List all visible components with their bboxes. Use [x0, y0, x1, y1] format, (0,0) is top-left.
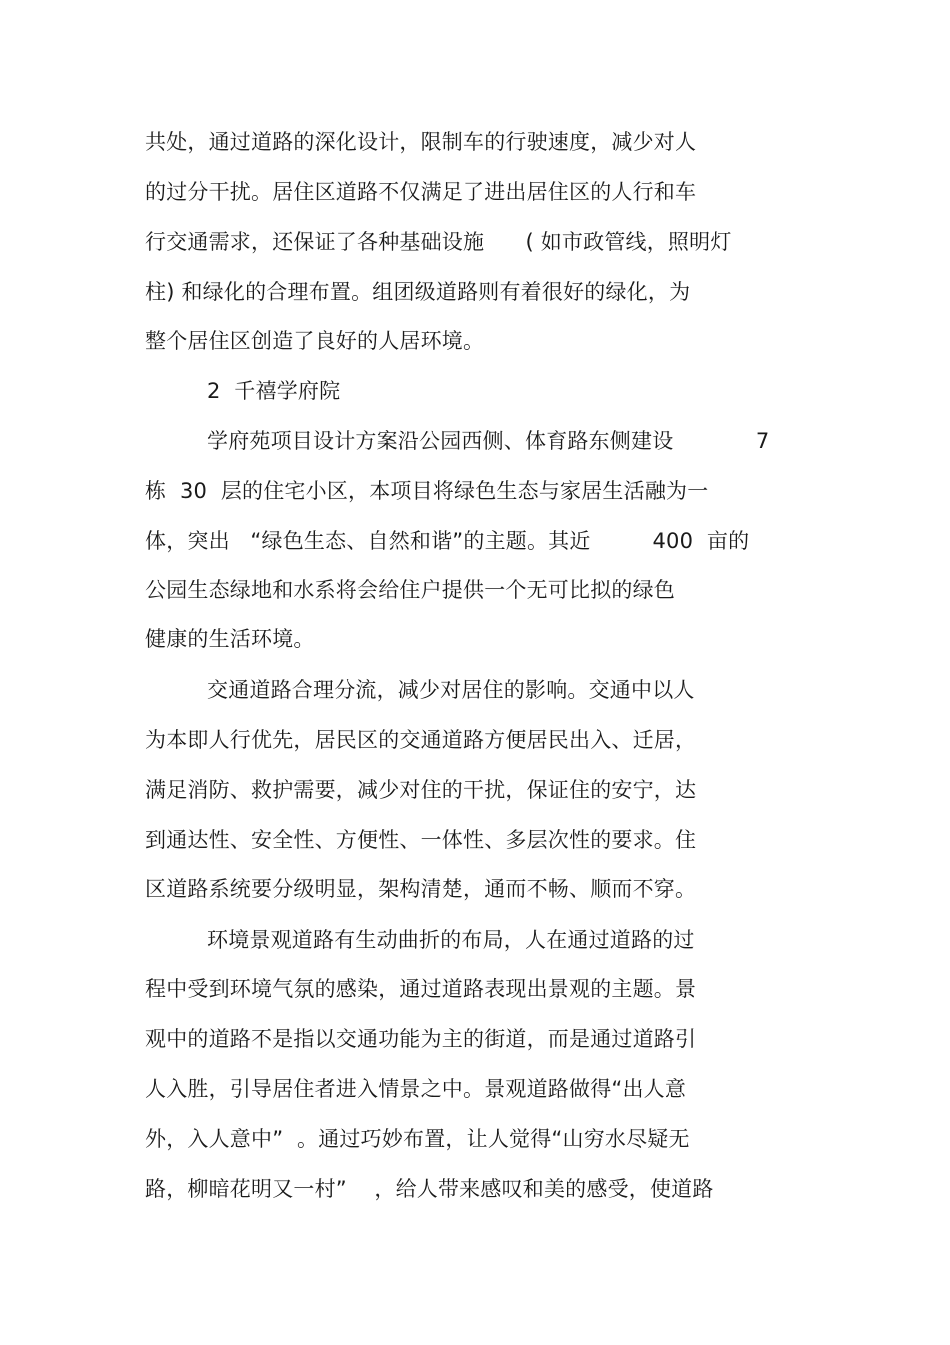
paragraph-2-line-1: 学府苑项目设计方案沿公园西侧、体育路东侧建设 7	[207, 429, 770, 453]
paragraph-4-line-5: 外，入人意中” 。通过巧妙布置，让人觉得“山穷水尽疑无	[145, 1127, 690, 1151]
paragraph-3-line-5: 区道路系统要分级明显，架构清楚，通而不畅、顺而不穿。	[145, 877, 697, 901]
paragraph-1-line-4: 柱) 和绿化的合理布置。组团级道路则有着很好的绿化，为	[145, 280, 691, 304]
paragraph-2-line-5: 健康的生活环境。	[145, 627, 315, 651]
paragraph-3-line-3: 满足消防、救护需要，减少对住的干扰，保证住的安宁，达	[145, 778, 697, 802]
paragraph-3-line-2: 为本即人行优先，居民区的交通道路方便居民出入、迁居，	[145, 728, 697, 752]
paragraph-2-line-3: 体，突出 “绿色生态、自然和谐”的主题。其近 400 亩的	[145, 529, 750, 553]
paragraph-4-line-4: 人入胜，引导居住者进入情景之中。景观道路做得“出人意	[145, 1077, 687, 1101]
paragraph-4-line-1: 环境景观道路有生动曲折的布局，人在通过道路的过	[207, 928, 695, 952]
paragraph-3-line-4: 到通达性、安全性、方便性、一体性、多层次性的要求。住	[145, 828, 697, 852]
paragraph-1-line-3: 行交通需求，还保证了各种基础设施 ( 如市政管线，照明灯	[145, 230, 732, 254]
paragraph-4-line-3: 观中的道路不是指以交通功能为主的街道，而是通过道路引	[145, 1027, 697, 1051]
paragraph-2-line-2: 栋 30 层的住宅小区，本项目将绿色生态与家居生活融为一	[145, 479, 709, 503]
paragraph-1-line-5: 整个居住区创造了良好的人居环境。	[145, 329, 485, 353]
paragraph-4-line-6: 路，柳暗花明又一村” ，给人带来感叹和美的感受，使道路	[145, 1177, 714, 1201]
paragraph-4-line-2: 程中受到环境气氛的感染，通过道路表现出景观的主题。景	[145, 977, 697, 1001]
paragraph-3-line-1: 交通道路合理分流，减少对居住的影响。交通中以人	[207, 678, 695, 702]
section-heading: 2 千禧学府院	[207, 379, 341, 403]
paragraph-1-line-1: 共处，通过道路的深化设计，限制车的行驶速度，减少对人	[145, 130, 697, 154]
paragraph-1-line-2: 的过分干扰。居住区道路不仅满足了进出居住区的人行和车	[145, 180, 697, 204]
paragraph-2-line-4: 公园生态绿地和水系将会给住户提供一个无可比拟的绿色	[145, 578, 675, 602]
